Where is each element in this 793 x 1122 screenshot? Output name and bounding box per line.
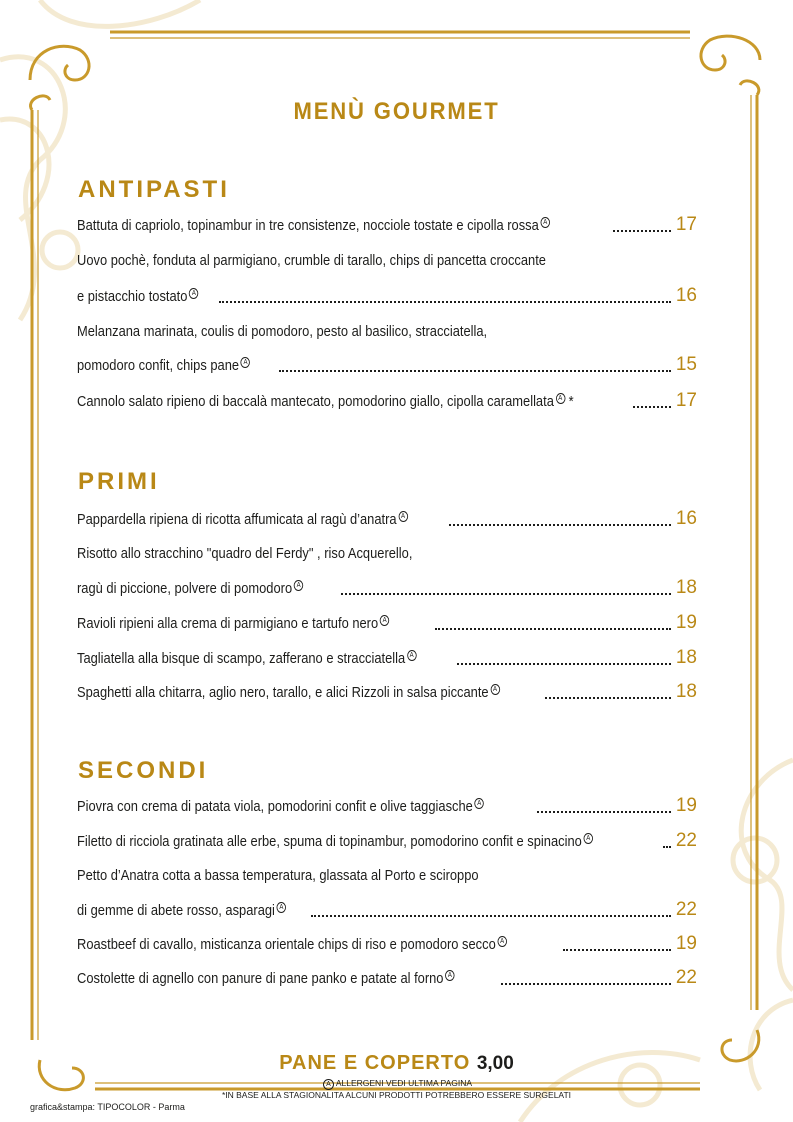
item-description-cont: di gemme di abete rosso, asparagi [77,902,275,919]
allergen-icon: A [380,615,389,626]
dot-leader [435,628,671,630]
item-description: Costolette di agnello con panure di pane panko e patate al forno [77,970,444,987]
menu-title: MENÙ GOURMET [293,98,500,125]
item-price: 15 [675,354,697,375]
item-description: Tagliatella alla bisque di scampo, zafferano e stracciatella [77,650,406,667]
dot-leader [537,811,671,813]
item-description-cont: e pistacchio tostato [77,288,188,305]
menu-item-line [77,320,697,344]
menu-item [77,577,697,601]
dot-leader [633,406,671,408]
menu-item-line [77,864,697,888]
menu-item [77,681,697,705]
item-description: Uovo pochè, fonduta al parmigiano, crumble di tarallo, chips di pancetta croccante [77,252,546,269]
item-price: 19 [675,933,697,954]
item-description: Petto d’Anatra cotta a bassa temperatura, glassata al Porto e sciroppo [77,867,479,884]
allergen-icon: A [490,684,499,695]
item-description: Filetto di ricciola gratinata alle erbe, spuma di topinambur, pomodorino confit e spinacino [77,833,582,850]
allergen-icon: A [475,798,484,809]
surgelati-mark: * [568,393,574,410]
dot-leader [563,949,671,951]
item-price: 17 [675,214,697,235]
menu-item [77,899,697,923]
item-description: Ravioli ripieni alla crema di parmigiano e tartufo nero [77,615,379,632]
allergen-icon: A [407,650,416,661]
section-title-antipasti: ANTIPASTI [78,176,230,203]
dot-leader [457,663,671,665]
allergen-icon: A [541,217,550,228]
dot-leader [545,697,671,699]
item-price: 19 [675,795,697,816]
cover-charge-label: PANE E COPERTO [279,1052,471,1074]
item-description-cont: pomodoro confit, chips pane [77,357,240,374]
section-title-secondi: SECONDI [78,757,209,784]
item-price: 18 [675,647,697,668]
menu-item-line [77,249,697,273]
item-description: Risotto allo stracchino "quadro del Ferdy" , riso Acquerello, [77,545,413,562]
frozen-note: *IN BASE ALLA STAGIONALITA ALCUNI PRODOTTI POTREBBERO ESSERE SURGELATI [221,1090,572,1100]
allergen-icon: A [445,970,454,981]
allergen-icon: A [398,511,407,522]
allergen-note-text: ALLERGENI VEDI ULTIMA PAGINA [335,1078,473,1088]
menu-item [77,967,697,991]
cover-charge-price: 3,00 [476,1053,514,1074]
allergen-icon: A [294,580,303,591]
item-price: 18 [675,681,697,702]
item-price: 22 [675,899,697,920]
menu-item [77,354,697,378]
item-price: 16 [675,508,697,529]
item-price: 16 [675,285,697,306]
item-description: Roastbeef di cavallo, misticanza orientale chips di riso e pomodoro secco [77,936,496,953]
menu-item [77,285,697,309]
menu-item [77,830,697,854]
print-credit: grafica&stampa: TIPOCOLOR - Parma [30,1102,185,1112]
menu-item [77,933,697,957]
item-description: Pappardella ripiena di ricotta affumicata al ragù d’anatra [77,511,397,528]
menu-item [77,795,697,819]
cover-charge [0,1052,793,1075]
menu-item [77,508,697,532]
item-price: 19 [675,612,697,633]
item-price: 22 [675,830,697,851]
item-description: Melanzana marinata, coulis di pomodoro, pesto al basilico, stracciatella, [77,323,488,340]
item-price: 18 [675,577,697,598]
item-description: Piovra con crema di patata viola, pomodorini confit e olive taggiasche [77,798,473,815]
dot-leader [341,593,671,595]
section-title-primi: PRIMI [78,468,160,495]
dot-leader [311,915,671,917]
dot-leader [613,230,671,232]
allergen-icon: A [189,288,198,299]
allergen-icon: A [584,833,593,844]
allergen-icon: A [241,357,250,368]
menu-item [77,214,697,238]
menu-item [77,390,697,414]
allergen-icon: A [556,393,565,404]
menu-item [77,647,697,671]
dot-leader [219,301,671,303]
menu-item [77,612,697,636]
allergen-note [0,1078,793,1090]
menu-item-line [77,542,697,566]
allergen-icon: A [323,1079,334,1090]
dot-leader [501,983,671,985]
item-price: 17 [675,390,697,411]
allergen-icon: A [277,902,286,913]
dot-leader [449,524,671,526]
item-description: Battuta di capriolo, topinambur in tre consistenze, nocciole tostate e cipolla rossa [77,217,539,234]
dot-leader [279,370,671,372]
item-description: Cannolo salato ripieno di baccalà mantecato, pomodorino giallo, cipolla caramellata [77,393,554,410]
item-description: Spaghetti alla chitarra, aglio nero, tarallo, e alici Rizzoli in salsa piccante [77,684,489,701]
allergen-icon: A [497,936,506,947]
item-description-cont: ragù di piccione, polvere di pomodoro [77,580,293,597]
item-price: 22 [675,967,697,988]
dot-leader [663,846,671,848]
